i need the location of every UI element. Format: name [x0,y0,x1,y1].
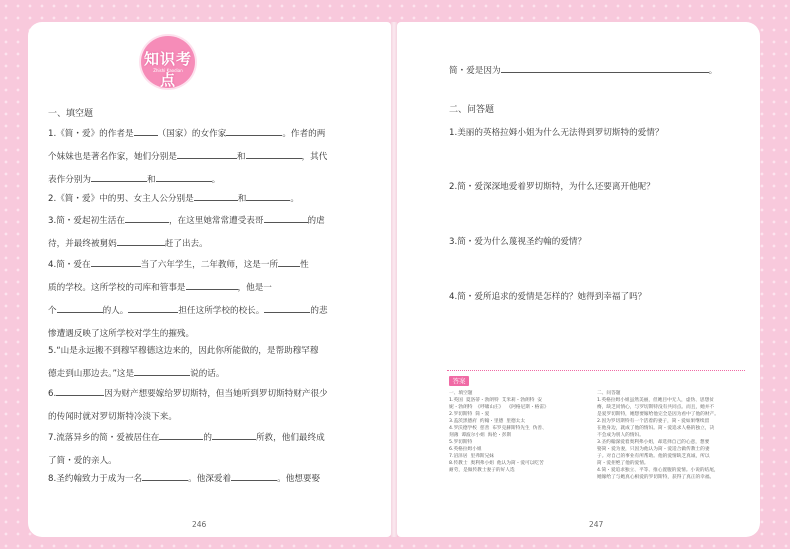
blank [231,471,277,481]
blank [177,149,237,159]
answer-tag: 答案 [449,376,469,386]
blank [501,63,709,73]
question-6: 6. 因为财产想要嫁给罗切斯特，但当她听到罗切斯特财产很少 的传闻时就对罗切斯特冷淡下来。 [48,383,351,429]
question-8: 8.圣约翰致力于成为一名 。他深爱着 。他想要娶 [48,468,351,491]
knowledge-badge [137,36,199,88]
badge-subtitle: Zhishi Kaodian [153,68,183,73]
book-spine [391,22,397,537]
blank [246,191,290,201]
blank [264,303,310,313]
question-8-continued: 简・爱是因为 。 [449,63,749,78]
blank [246,149,302,159]
section-qa-title: 二、问答题 [449,105,495,115]
blank [56,386,104,396]
page-number-right: 247 [589,520,604,529]
blank [159,430,203,440]
qa-question-1: 1.美丽的英格拉姆小姐为什么无法得到罗切斯特的爱情？ [449,128,664,138]
page-number-left: 246 [192,520,207,529]
blank [278,257,300,267]
question-5: 5.“山是永远搬不到穆罕穆德这边来的，因此你所能做的，是帮助穆罕穆 德走到山那边去。”这是 说的话。 [48,346,319,379]
section-fill-blank-title: 一、填空题 [48,109,94,119]
qa-question-3: 3.简・爱为什么蔑视圣约翰的爱情？ [449,237,587,247]
blank [212,430,256,440]
blank [128,303,178,313]
blank [57,303,103,313]
blank [125,213,169,223]
badge-title: 知识考点 [143,50,192,89]
question-1: 1.《简・爱》的作者是 （国家）的女作家 。作者的两 个妹妹也是著名作家，她们分别是 和 ，其代 表作分别为 和 。 [48,123,351,192]
question-7: 7.流落异乡的简・爱被居住在 的 所救，他们最终成 了简・爱的亲人。 [48,427,351,473]
blank [142,471,188,481]
blank [264,213,308,223]
question-4: 4.简・爱在 当了六年学生，二年教师，这是一所 性 质的学校。这所学校的司库和管事是 ，他是一 个 的人。 担任这所学校的校长。 的悲 惨遭遇反映了这所学校对学生的摧残。 [48,254,351,346]
answers-fill-blank: 一、填空题 1.英国 夏洛蒂・勃朗特 艾米莉・勃朗特 安 妮・勃朗特 《呼啸山庄》 《阿格尼斯・格雷》 2.罗切斯特 简・爱 3.盖茨黑德府 约翰・里德 里德太太 4.罗沃德学校 慈善 布罗克赫斯特先生 伪善、 刻薄 谭波尔小姐 海伦・彭斯 5.罗切斯特 6.英格拉姆小姐 7.沼泽居 里弗斯兄妹 8.传教士 奥利弗小姐 他认为简・爱可以吃苦 耐劳，是做传教士妻子的好人选 [449,391,549,473]
blank [134,126,158,136]
blank [91,172,147,182]
answer-divider [447,370,745,371]
blank [194,191,238,201]
blank [134,366,190,376]
answers-qa: 二、问答题 1.英格拉姆小姐虽然美丽，但她目中无人，虚伪、思想贫 瘠，缺乏同情心，与罗切斯特没有共同点。而且，她并不 是爱罗切斯特，她想要嫁给他完全是因为看中了他的财产。 2.因为罗切斯特有一个活着的妻子，简・爱如果继续留 在他身边，就成了他的情妇。简・爱追求人格的独立，决 不会成为别人的情妇。 3.圣约翰深爱着奥利弗小姐，却选择自己的心意，想要 娶简・爱为妻，只因为他认为简・爱适合做传教士的妻 子。对自己的事业有所帮助。他的爱情缺乏真诚，所以 简・爱拒绝了他的爱情。 4.简・爱追求独立、平等、推心置腹的爱情。小说的结尾， 她嫁给了与她真心相爱的罗切斯特，获得了真正的幸福。 [597,391,719,480]
blank [226,126,282,136]
blank [156,172,212,182]
blank [91,257,141,267]
question-2: 2.《简・爱》中的男、女主人公分别是 和 。 [48,188,351,211]
qa-question-2: 2.简・爱深深地爱着罗切斯特，为什么还要离开他呢？ [449,182,655,192]
question-3: 3.简・爱起初生活在 ，在这里她常常遭受表哥 的虐 待，并最终被舅妈 赶了出去。 [48,210,351,256]
blank [117,236,165,246]
qa-question-4: 4.简・爱所追求的爱情是怎样的？她得到幸福了吗？ [449,292,647,302]
blank [186,280,238,290]
